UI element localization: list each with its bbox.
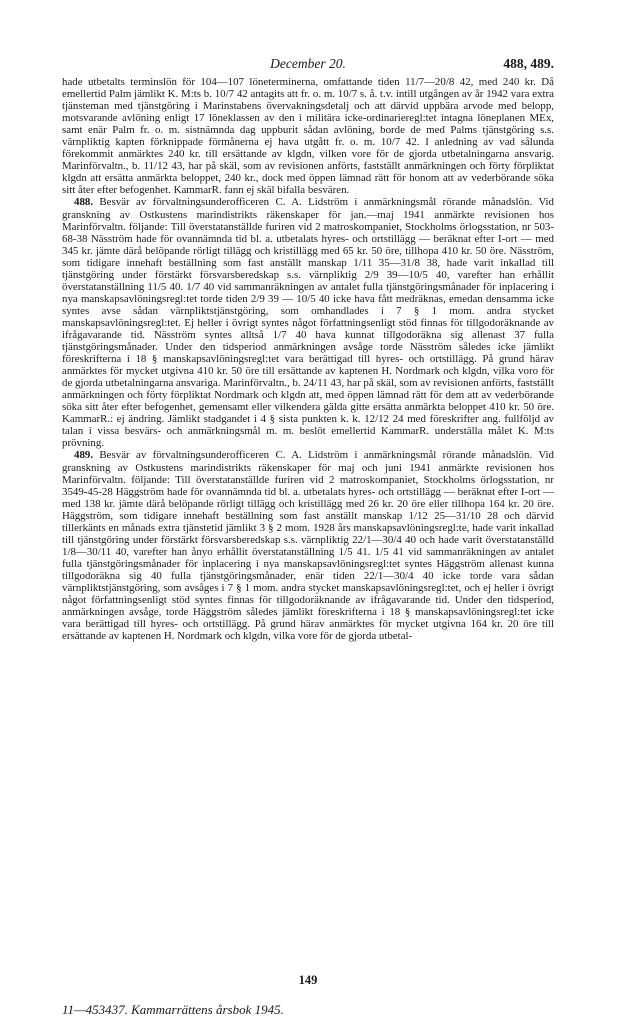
page-header <box>62 52 554 76</box>
case-489-paragraph <box>62 449 554 642</box>
body-text <box>62 76 554 642</box>
case-number-489: 489. <box>74 449 94 462</box>
case-488-paragraph <box>62 196 554 449</box>
printer-imprint: 11—453437. Kammarrättens årsbok 1945. <box>62 1002 284 1017</box>
running-head: December 20. <box>270 56 346 71</box>
case-489-text: Besvär av förvaltningsunderofficeren C. A. Lidström i anmärkningsmål rörande månadslön. Vid granskning av Ostkustens marindistrikts räkenskaper för maj och juni 1941 anmärkte revisionen hos Marinförvaltn. följande: Till överstatanställde furiren vid 2 matroskompaniet, Stockholms örlogsstation, nr 3549-45-28 Häggström hade för ovannämnda tid bl. a. utbetalats hyres- och ortstillägg — beräknat efter I-ort — med 138 kr. jämte därå belöpande rörligt tillägg och kristillägg med 26 kr. 20 öre eller tillhopa 164 kr. 20 öre. Häggström, som tidigare innehaft beställning som fast anställt manskap 1/12 25—31/10 28 och därvid tillerkänts en månads extra tjänstetid jämlikt 3 § 2 mom. 1928 års manskapsavlöningsregl:te, hade varit inkallad till tjänstgöring under förstärkt försvarsberedskap s.s. värnpliktig 22/1—30/4 40 och hade varit överstatanställd 1/8—30/11 40, varefter han ånyo erhållit överstatanställning 1/5 41. 1/5 41 vid sammanräkningen av antalet fulla tjänstgöringsmånader för inplacering i nya manskapsavlöningsregl:tet syntes Häggström allenast kunna tillgodoräkna sig 40 fulla tjänstgöringsmånader, enär tiden 22/1—30/4 40 icke torde vara sådan värnpliktstjänstgöring, som avsåges i 7 § 1 mom. andra stycket manskapsavlöningsregl:tet, och ej heller i övrigt något författningsenligt stöd syntes finnas för tillgodoräknande av ifrågavarande tid. Under den tidsperiod, anmärkningen avsåge, torde Häggström således jämlikt föreskrifterna i 18 § manskapsavlöningsregl:tet icke vara berättigad till hyres- och ortstillägg. På grund härav anmärktes för mycket utgivna 164 kr. 20 öre till ersättande av kaptenen H. Nordmark och klgdn, vilka vore för de gjorda utbetal- <box>62 449 554 643</box>
case-number-range: 488, 489. <box>503 56 554 71</box>
page-number: 149 <box>298 973 318 987</box>
case-488-text: Besvär av förvaltningsunderofficeren C. A. Lidström i anmärkningsmål rörande månadslön. Vid granskning av Ostkustens marindistrikts räkenskaper för jan.—maj 1941 anmärkte revisionen hos Marinförvaltn. följande: Till överstatanställde furiren vid 2 matroskompaniet, Stockholms örlogsstation, nr 503-68-38 Näsström hade för ovannämnda tid bl. a. utbetalats hyres- och ortstillägg — beräknat efter I-ort — med 345 kr. jämte därå belöpande rörligt tillägg och kristillägg med 65 kr. 50 öre, tillhopa 410 kr. 50 öre. Näsström, som tidigare innehaft beställning som fast anställt manskap 1/11 35—31/8 38, hade varit inkallad till tjänstgöring under förstärkt försvarsberedskap s.s. värnpliktig 2/9 39—10/5 40, varefter han erhållit överstatanställning 11/5 40. 1/7 40 vid sammanräkningen av antalet fulla tjänstgöringsmånader för inplacering i nya manskapsavlöningsregl:tet torde tiden 2/9 39 — 10/5 40 icke hava fått medräknas, emedan densamma icke syntes avse sådan värnpliktstjänstgöring, som omhandlades i 7 § 1 mom. andra stycket manskapsavlöningsregl:tet. Ej heller i övrigt syntes något författningsenligt stöd finnas för tillgodoräknande av ifrågavarande tid. Näsström syntes alltså 1/7 40 hava kunnat tillgodoräkna sig allenast 37 fulla tjänstgöringsmånader. Under den tidsperiod anmärkningen avsåge torde Näsström således icke jämlikt föreskrifterna i 18 § manskapsavlöningsregl:tet vara berättigad till hyres- och ortstillägg. På grund härav anmärktes för mycket utgivna 410 kr. 50 öre till ersättande av kaptenen H. Nordmark och klgdn, vilka voro för de gjorda utbetalningarna ansvariga. Marinförvaltn., b. 24/11 43, har på skäl, som av revisionen anförts, fastställt anmärkningen och förty förpliktat Nordmark och klgdn att, med öppen lämnad rätt för dem att av vederbörande söka sitt åter efter befogenhet, gemensamt eller vilkendera gälda gitte ersätta anmärkta beloppet 410 kr. 50 öre. KammarR.: ej ändring. Jämlikt stadgandet i 4 § sista punkten k. k. 12/12 24 med föreskrifter ang. fullföljd av talan i vissa besvärs- och anmärkningsmål m. m. beslöt emellertid KammarR. underställa målet K. M:ts prövning. <box>62 196 554 450</box>
continued-paragraph: hade utbetalts terminslön för 104—107 löneterminerna, omfattande tiden 11/7—20/8 42, med 240 kr. Då emellertid Palm jämlikt K. M:ts b. 10/7 42 antagits att fr. o. m. 10/7 s. å. t.v. intill utgången av år 1942 vara extra tjänsteman med tjänstgöring i Marinstabens övervakningsdetalj och att därvid uppbära arvode med belopp, motsvarande avlöning enligt 17 löneklassen av den i militära icke-ordinarieregl:tet intagna löneplanen MEx, samt enär Palm fr. o. m. sistnämnda dag uppburit sådan avlöning, borde de med Palms tjänstgöring s.s. värnpliktig kapten förknippade förmånerna ej hava utgått fr. o. m. 10/7 42. I anledning av vad sålunda förekommit anmärktes 240 kr. till ersättande av klgdn, vilken vore för de gjorda utbetalningarna ansvarig. Marinförvaltn., b. 11/12 43, har på skäl, som av revisionen anförts, fastställt anmärkningen och förty förpliktat klgdn att ersätta anmärkta beloppet, 240 kr., dock med öppen lämnad rätt för honom att av vederbörande söka sitt åter efter befogenhet. KammarR. fann ej skäl bifalla besvären. <box>62 76 554 197</box>
document-page <box>62 52 554 1017</box>
case-number-488: 488. <box>74 196 94 209</box>
